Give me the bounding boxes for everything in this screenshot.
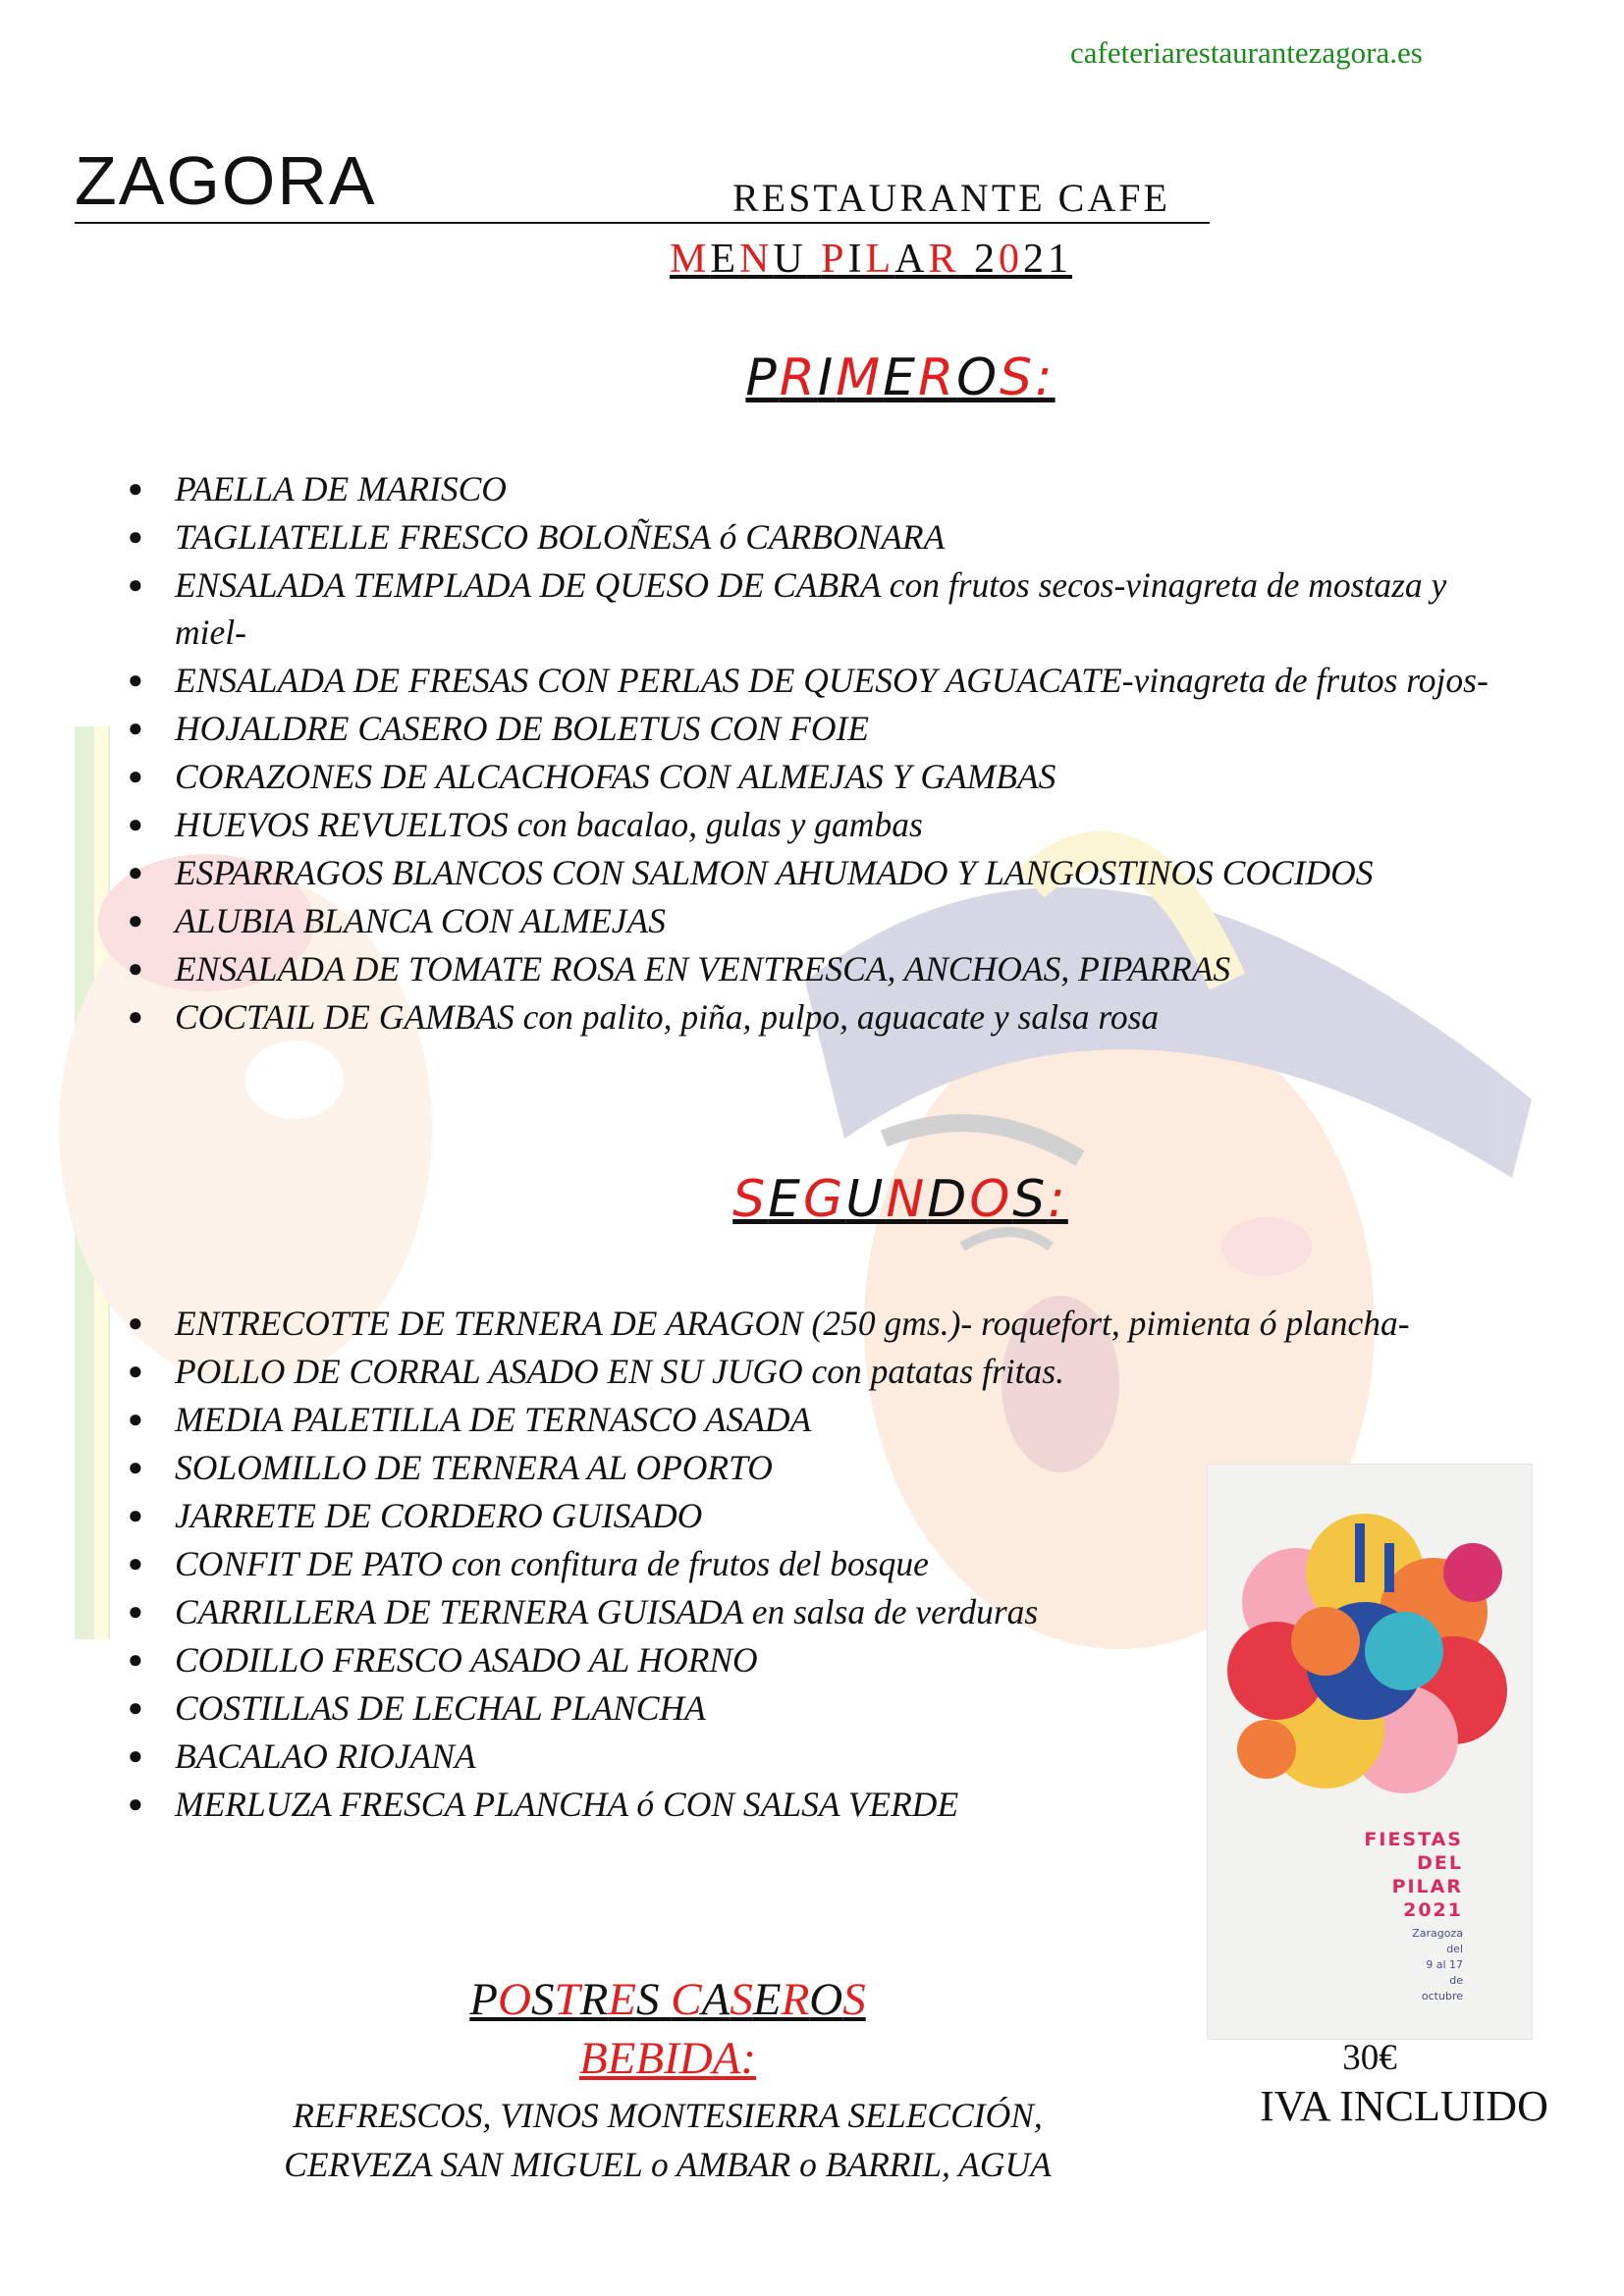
dish-item	[128, 1348, 1502, 1395]
primeros-heading-letter: O	[956, 348, 1001, 407]
primeros-list	[128, 465, 1502, 1041]
dish-name: ENSALADA DE TOMATE ROSA EN VENTRESCA, ANCHOAS, PIPARRAS	[175, 949, 1231, 988]
menu-price: 30€	[1342, 2038, 1397, 2078]
dish-item	[128, 993, 1502, 1041]
primeros-heading-letter: R	[779, 348, 818, 407]
segundos-heading-letter: :	[1048, 1170, 1068, 1229]
bullet-icon: ●	[128, 522, 143, 551]
segundos-heading-letter: O	[969, 1170, 1013, 1229]
postres-heading-letter: O	[809, 1974, 843, 2025]
poster-title-line: 2021	[1403, 1899, 1463, 1921]
bullet-icon: ●	[128, 474, 143, 503]
dish-name: ENSALADA TEMPLADA DE QUESO DE CABRA	[175, 565, 881, 605]
dish-name: HUEVOS REVUELTOS	[175, 805, 509, 844]
bullet-icon: ●	[128, 1308, 143, 1337]
dish-name: TAGLIATELLE FRESCO BOLOÑESA ó CARBONARA	[175, 517, 946, 557]
dish-name: PAELLA DE MARISCO	[175, 469, 507, 508]
segundos-heading-letter: U	[845, 1170, 887, 1229]
dish-name: ENSALADA DE FRESAS CON PERLAS DE QUESOY AGUACATE	[175, 661, 1122, 700]
dish-name: MEDIA PALETILLA DE TERNASCO ASADA	[175, 1400, 812, 1439]
menu-title-letter: P	[821, 237, 848, 282]
dish-name: COSTILLAS DE LECHAL PLANCHA	[175, 1688, 706, 1728]
postres-heading-letter: S	[730, 1974, 753, 2025]
dish-name: MERLUZA FRESCA PLANCHA ó CON SALSA VERDE	[175, 1785, 959, 1824]
dish-name: COCTAIL DE GAMBAS	[175, 997, 514, 1037]
bullet-icon: ●	[128, 1645, 143, 1674]
drinks-list	[147, 2091, 1188, 2189]
primeros-heading-letter: S	[1000, 348, 1036, 407]
menu-title-letter: R	[928, 237, 960, 282]
dish-name: HOJALDRE CASERO DE BOLETUS CON FOIE	[175, 709, 869, 748]
postres-heading-letter: T	[554, 1974, 580, 2025]
menu-title-letter: 0	[999, 237, 1024, 282]
poster-title-line: DEL	[1417, 1852, 1463, 1874]
dish-description: -vinagreta de frutos rojos-	[1121, 661, 1489, 700]
dish-description: con confitura de frutos del bosque	[442, 1544, 929, 1583]
poster-subtitle-line: del	[1446, 1943, 1463, 1955]
dish-item	[128, 945, 1502, 992]
primeros-heading-letter: P	[745, 348, 780, 407]
bullet-icon: ●	[128, 714, 143, 742]
dish-item	[128, 897, 1502, 944]
menu-title-letter: 1	[1048, 237, 1073, 282]
poster-subtitle-line: Zaragoza	[1412, 1927, 1463, 1940]
bullet-icon: ●	[128, 1405, 143, 1433]
dish-description: con frutos secos-vinagreta de mostaza y miel-	[175, 565, 1447, 652]
brand-name: ZAGORA	[75, 142, 377, 219]
postres-heading-letter: C	[671, 1974, 702, 2025]
dish-description: con patatas fritas.	[802, 1352, 1064, 1391]
dish-description: en salsa de verduras	[742, 1592, 1039, 1631]
menu-title	[0, 236, 1624, 283]
segundos-heading-letter: S	[1012, 1170, 1049, 1229]
postres-heading-letter: O	[497, 1974, 531, 2025]
menu-title-letter: U	[773, 237, 807, 282]
bullet-icon: ●	[128, 1789, 143, 1818]
primeros-heading-letter: R	[917, 348, 957, 407]
dish-name: ALUBIA BLANCA CON ALMEJAS	[175, 901, 666, 940]
bullet-icon: ●	[128, 1597, 143, 1626]
bullet-icon: ●	[128, 1357, 143, 1385]
dish-item	[128, 513, 1502, 561]
fiestas-pilar-poster	[1208, 1465, 1532, 2039]
bullet-icon: ●	[128, 954, 143, 983]
menu-title-letter: I	[847, 237, 866, 282]
drinks-line-2: CERVEZA SAN MIGUEL o AMBAR o BARRIL, AGUA	[284, 2145, 1052, 2184]
primeros-heading-letter: :	[1035, 348, 1056, 407]
postres-heading-letter: P	[469, 1974, 498, 2025]
segundos-heading-letter: E	[768, 1170, 804, 1229]
website-url[interactable]: cafeteriarestaurantezagora.es	[1070, 35, 1423, 70]
menu-title-letter	[807, 237, 822, 282]
iva-note: IVA INCLUIDO	[1260, 2082, 1548, 2130]
dish-item	[128, 1396, 1502, 1443]
segundos-heading-letter: G	[803, 1170, 846, 1229]
postres-heading-letter: E	[608, 1974, 637, 2025]
bullet-icon: ●	[128, 1549, 143, 1577]
menu-title-letter: 2	[1023, 237, 1049, 282]
dish-item	[128, 561, 1502, 656]
poster-subtitle-line: 9 al 17	[1426, 1958, 1463, 1971]
dish-item	[128, 657, 1502, 704]
dish-item	[128, 1300, 1502, 1347]
poster-flower-art	[1208, 1465, 1532, 1838]
postres-heading-letter: S	[636, 1974, 660, 2025]
bullet-icon: ●	[128, 570, 143, 599]
bebida-heading: BEBIDA:	[578, 2033, 757, 2084]
menu-title-letter: E	[710, 237, 739, 282]
menu-title-letter	[960, 237, 975, 282]
postres-heading-letter: R	[579, 1974, 609, 2025]
dish-item	[128, 753, 1502, 800]
dish-name: CONFIT DE PATO	[175, 1544, 443, 1583]
brand-subtitle: RESTAURANTE CAFE	[732, 176, 1170, 220]
postres-heading-letter: R	[781, 1974, 810, 2025]
primeros-heading-letter: M	[836, 348, 884, 407]
poster-subtitle	[1208, 1926, 1532, 2004]
segundos-heading-letter: S	[732, 1170, 769, 1229]
menu-title-letter: N	[738, 237, 774, 282]
dish-name: ESPARRAGOS BLANCOS CON SALMON AHUMADO Y LANGOSTINOS COCIDOS	[175, 853, 1374, 892]
dish-name: CODILLO FRESCO ASADO AL HORNO	[175, 1640, 758, 1680]
postres-heading-letter: E	[752, 1974, 782, 2025]
dish-description: con bacalao, gulas y gambas	[508, 805, 923, 844]
poster-subtitle-line: de	[1449, 1974, 1463, 1987]
dish-item	[128, 705, 1502, 752]
postres-heading	[147, 1973, 1188, 2026]
drinks-line-1: REFRESCOS, VINOS MONTESIERRA SELECCIÓN,	[293, 2096, 1043, 2135]
dish-name: SOLOMILLO DE TERNERA AL OPORTO	[175, 1448, 773, 1487]
header-bar	[75, 142, 1210, 224]
bullet-icon: ●	[128, 810, 143, 838]
poster-title	[1208, 1828, 1532, 1922]
dish-item	[128, 849, 1502, 896]
poster-title-line: FIESTAS	[1364, 1829, 1463, 1850]
poster-title-line: PILAR	[1391, 1876, 1463, 1897]
bullet-icon: ●	[128, 1501, 143, 1529]
dish-item	[128, 801, 1502, 848]
bullet-icon: ●	[128, 1741, 143, 1770]
dish-name: CORAZONES DE ALCACHOFAS CON ALMEJAS Y GAMBAS	[175, 757, 1056, 796]
dish-name: BACALAO RIOJANA	[175, 1736, 476, 1776]
bullet-icon: ●	[128, 1002, 143, 1031]
primeros-heading	[0, 348, 1624, 407]
dish-name: JARRETE DE CORDERO GUISADO	[175, 1496, 703, 1535]
segundos-heading-letter: D	[927, 1170, 970, 1229]
segundos-heading-letter: N	[886, 1170, 928, 1229]
menu-title-letter: A	[894, 237, 929, 282]
segundos-heading	[0, 1170, 1624, 1229]
bullet-icon: ●	[128, 1693, 143, 1722]
postres-heading-letter	[660, 1974, 672, 2025]
postres-heading-letter: A	[701, 1974, 731, 2025]
postres-heading-letter: S	[530, 1974, 555, 2025]
bullet-icon: ●	[128, 666, 143, 694]
bullet-icon: ●	[128, 906, 143, 934]
poster-subtitle-line: octubre	[1421, 1990, 1463, 2002]
postres-heading-letter: S	[842, 1974, 866, 2025]
primeros-heading-letter: I	[817, 348, 837, 407]
dish-item	[128, 465, 1502, 512]
menu-title-letter: M	[669, 237, 711, 282]
bullet-icon: ●	[128, 858, 143, 886]
dish-name: CARRILLERA DE TERNERA GUISADA	[175, 1592, 743, 1631]
primeros-heading-letter: E	[883, 348, 918, 407]
bullet-icon: ●	[128, 1453, 143, 1481]
bullet-icon: ●	[128, 762, 143, 790]
menu-title-letter: L	[865, 237, 895, 282]
dish-description: con palito, piña, pulpo, aguacate y salsa rosa	[514, 997, 1160, 1037]
dish-name: ENTRECOTTE DE TERNERA DE ARAGON (250 gms.)- roquefort, pimienta ó plancha-	[175, 1304, 1410, 1343]
dish-name: POLLO DE CORRAL ASADO EN SU JUGO	[175, 1352, 803, 1391]
menu-title-letter: 2	[974, 237, 1000, 282]
